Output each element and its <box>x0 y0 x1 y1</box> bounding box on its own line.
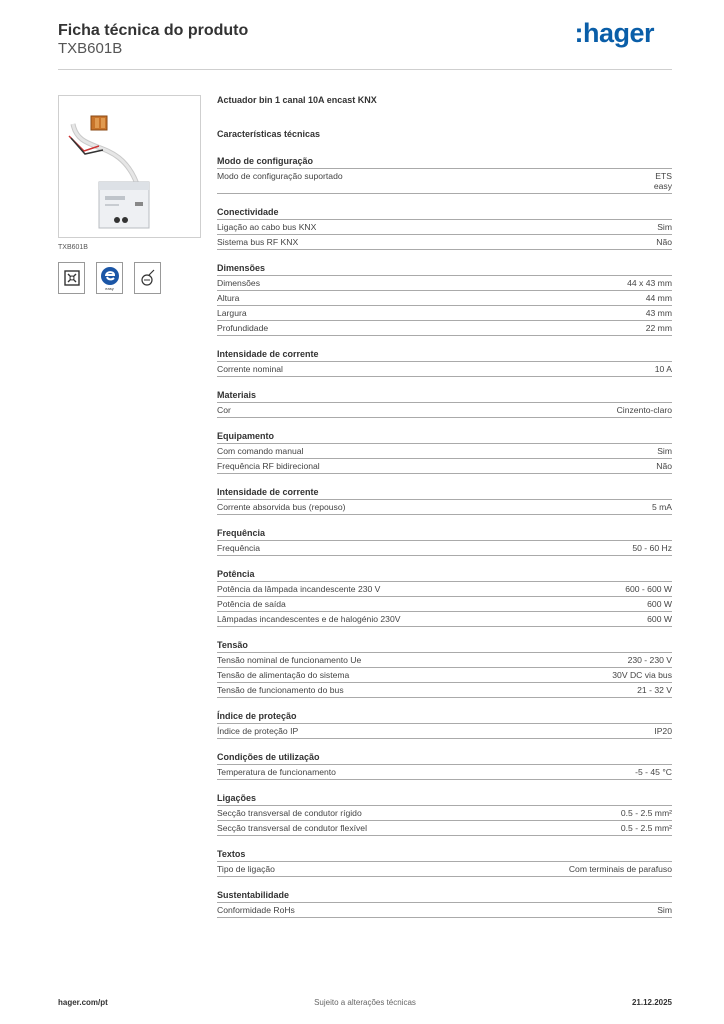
spec-value: 10 A <box>654 364 672 374</box>
spec-sections <box>217 156 672 918</box>
spec-section <box>217 528 672 556</box>
spec-label: Secção transversal de condutor rígido <box>217 808 362 818</box>
hager-logo: :hager <box>574 18 654 48</box>
image-caption: TXB601B <box>58 244 88 251</box>
section-title: Materiais <box>217 390 672 403</box>
spec-row <box>217 612 672 627</box>
spec-label: Cor <box>217 405 231 415</box>
spec-label: Lâmpadas incandescentes e de halogénio 230V <box>217 614 401 624</box>
footer-website: hager.com/pt <box>58 998 108 1007</box>
spec-value: 230 - 230 V <box>627 655 672 665</box>
spec-value: Sim <box>657 222 672 232</box>
easy-icon <box>96 262 123 294</box>
spec-row <box>217 862 672 877</box>
spec-value: Não <box>656 237 672 247</box>
feature-icons <box>58 262 161 294</box>
spec-label: Dimensões <box>217 278 260 288</box>
spec-value: Sim <box>657 446 672 456</box>
section-title: Frequência <box>217 528 672 541</box>
spec-row <box>217 668 672 683</box>
spec-label: Tipo de ligação <box>217 864 275 874</box>
spec-row <box>217 291 672 306</box>
product-image <box>58 95 201 238</box>
spec-row <box>217 306 672 321</box>
section-title: Tensão <box>217 640 672 653</box>
section-title: Textos <box>217 849 672 862</box>
spec-row <box>217 765 672 780</box>
product-name: Actuador bin 1 canal 10A encast KNX <box>217 95 377 105</box>
spec-label: Índice de proteção IP <box>217 726 299 736</box>
spec-label: Com comando manual <box>217 446 304 456</box>
spec-value: 600 W <box>647 599 672 609</box>
spec-section <box>217 431 672 474</box>
spec-value: Sim <box>657 905 672 915</box>
spec-section <box>217 640 672 698</box>
section-title: Condições de utilização <box>217 752 672 765</box>
section-title: Modo de configuração <box>217 156 672 169</box>
spec-row <box>217 683 672 698</box>
spec-section <box>217 849 672 877</box>
spec-value: IP20 <box>654 726 672 736</box>
easy-label: easy <box>105 285 114 291</box>
spec-section <box>217 487 672 515</box>
product-code: TXB601B <box>58 40 123 57</box>
spec-label: Frequência RF bidirecional <box>217 461 320 471</box>
section-title: Dimensões <box>217 263 672 276</box>
spec-label: Tensão de alimentação do sistema <box>217 670 350 680</box>
spec-label: Corrente nominal <box>217 364 283 374</box>
page-title: Ficha técnica do produto <box>58 22 249 39</box>
spec-label: Temperatura de funcionamento <box>217 767 336 777</box>
spec-label: Frequência <box>217 543 260 553</box>
spec-label: Largura <box>217 308 247 318</box>
section-title: Potência <box>217 569 672 582</box>
spec-value: 44 mm <box>645 293 672 303</box>
spec-row <box>217 169 672 194</box>
footer-date: 21.12.2025 <box>631 998 672 1007</box>
spec-value: ETS easy <box>653 171 672 191</box>
spec-label: Profundidade <box>217 323 269 333</box>
spec-value: Com terminais de parafuso <box>568 864 672 874</box>
knx-icon <box>58 262 85 294</box>
spec-row <box>217 653 672 668</box>
spec-label: Sistema bus RF KNX <box>217 237 299 247</box>
page-header <box>58 18 672 70</box>
section-title: Intensidade de corrente <box>217 487 672 500</box>
spec-value: Não <box>656 461 672 471</box>
section-title: Intensidade de corrente <box>217 349 672 362</box>
spec-row <box>217 806 672 821</box>
footer-notice: Sujeito a alterações técnicas <box>314 998 416 1007</box>
actuator-illustration <box>59 96 200 237</box>
spec-value: 600 W <box>647 614 672 624</box>
spec-section <box>217 890 672 918</box>
spec-label: Modo de configuração suportado <box>217 171 343 181</box>
spec-label: Altura <box>217 293 240 303</box>
spec-value: 5 mA <box>651 502 672 512</box>
spec-content <box>217 95 672 918</box>
characteristics-title: Características técnicas <box>217 129 321 139</box>
spec-label: Conformidade RoHs <box>217 905 295 915</box>
spec-row <box>217 321 672 336</box>
spec-section <box>217 793 672 836</box>
spec-label: Ligação ao cabo bus KNX <box>217 222 317 232</box>
spec-label: Secção transversal de condutor flexível <box>217 823 367 833</box>
spec-label: Tensão nominal de funcionamento Ue <box>217 655 362 665</box>
spec-row <box>217 276 672 291</box>
section-title: Ligações <box>217 793 672 806</box>
spec-value: 0.5 - 2.5 mm² <box>620 823 672 833</box>
section-title: Índice de proteção <box>217 711 672 724</box>
spec-row <box>217 500 672 515</box>
spec-value: 44 x 43 mm <box>627 278 672 288</box>
spec-row <box>217 724 672 739</box>
section-title: Sustentabilidade <box>217 890 672 903</box>
spec-row <box>217 220 672 235</box>
spec-section <box>217 390 672 418</box>
spec-section <box>217 156 672 194</box>
spec-value: 21 - 32 V <box>637 685 672 695</box>
spec-row <box>217 597 672 612</box>
spec-section <box>217 569 672 627</box>
spec-section <box>217 349 672 377</box>
spec-row <box>217 444 672 459</box>
spec-value: 0.5 - 2.5 mm² <box>620 808 672 818</box>
spec-label: Corrente absorvida bus (repouso) <box>217 502 346 512</box>
dimming-icon <box>134 262 161 294</box>
section-title: Equipamento <box>217 431 672 444</box>
spec-value: 50 - 60 Hz <box>632 543 672 553</box>
spec-row <box>217 362 672 377</box>
spec-value: -5 - 45 °C <box>635 767 672 777</box>
spec-value: Cinzento-claro <box>616 405 672 415</box>
spec-value: 30V DC via bus <box>612 670 672 680</box>
spec-section <box>217 752 672 780</box>
spec-row <box>217 403 672 418</box>
spec-section <box>217 263 672 336</box>
spec-section <box>217 207 672 250</box>
spec-row <box>217 582 672 597</box>
spec-label: Potência da lâmpada incandescente 230 V <box>217 584 381 594</box>
spec-value: 600 - 600 W <box>625 584 672 594</box>
spec-row <box>217 821 672 836</box>
spec-row <box>217 903 672 918</box>
spec-section <box>217 711 672 739</box>
spec-label: Tensão de funcionamento do bus <box>217 685 344 695</box>
spec-value: 22 mm <box>645 323 672 333</box>
spec-label: Potência de saída <box>217 599 286 609</box>
spec-row <box>217 459 672 474</box>
section-title: Conectividade <box>217 207 672 220</box>
spec-row <box>217 541 672 556</box>
spec-value: 43 mm <box>645 308 672 318</box>
spec-row <box>217 235 672 250</box>
